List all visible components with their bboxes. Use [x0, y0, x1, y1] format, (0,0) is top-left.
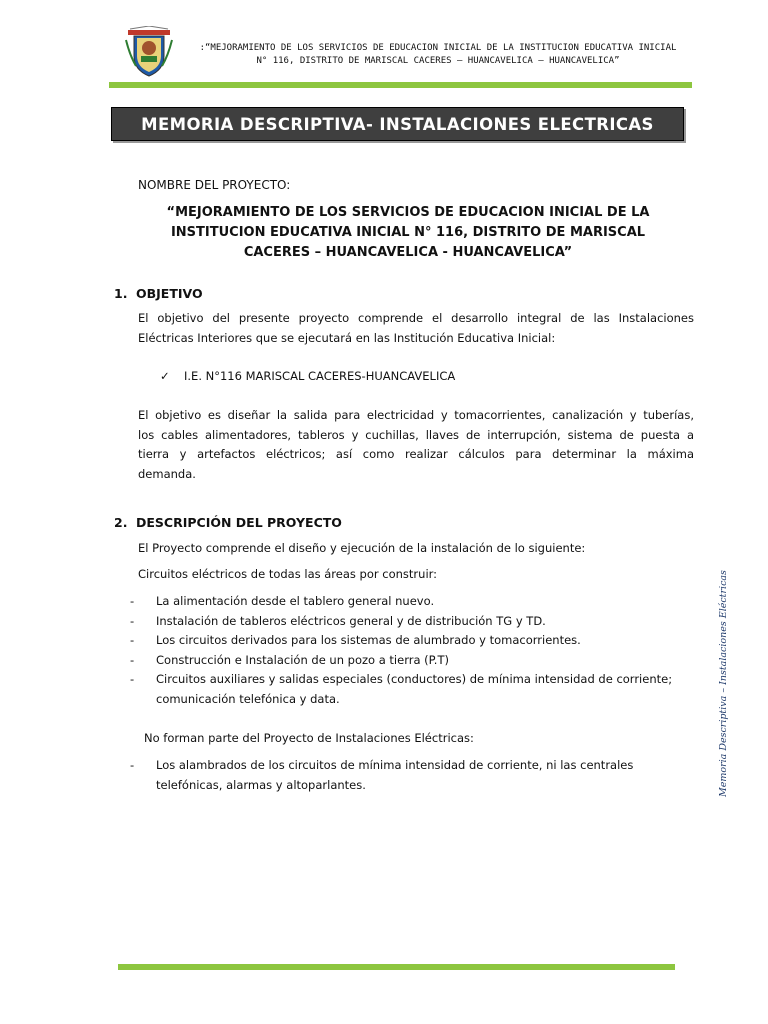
excluded-label: No forman parte del Proyecto de Instalaciones Eléctricas: — [144, 731, 474, 745]
section-1-intro — [138, 309, 694, 348]
section-1-number: 1. — [114, 286, 128, 301]
list-item-continuation: telefónicas, alarmas y altoparlantes. — [156, 777, 366, 792]
section-1-paragraph — [138, 406, 694, 484]
list-item-continuation: comunicación telefónica y data. — [156, 691, 340, 706]
section-1-paragraph-line: los cables alimentadores, tableros y cuchillas, llaves de interrupción, sistema de puesta a — [138, 427, 694, 442]
section-2-number: 2. — [114, 515, 128, 530]
list-item-text: Construcción e Instalación de un pozo a tierra (P.T) — [156, 652, 449, 667]
project-name-label: NOMBRE DEL PROYECTO: — [138, 178, 291, 192]
dash-bullet: - — [130, 613, 135, 628]
scope-list — [130, 592, 690, 709]
section-1-paragraph-line: demanda. — [138, 466, 196, 481]
project-name-line-1: “MEJORAMIENTO DE LOS SERVICIOS DE EDUCACION INICIAL DE LA — [166, 205, 650, 220]
section-2-heading — [114, 515, 342, 530]
excluded-list — [130, 756, 690, 795]
dash-bullet: - — [130, 633, 135, 647]
document-header — [178, 42, 698, 68]
section-2-intro: El Proyecto comprende el diseño y ejecución de la instalación de lo siguiente: — [138, 541, 586, 555]
section-1-paragraph-line: El objetivo es diseñar la salida para electricidad y tomacorrientes, canalización y tuberías, — [138, 408, 694, 422]
section-2-title: DESCRIPCIÓN DEL PROYECTO — [136, 515, 342, 530]
dash-bullet: - — [130, 652, 135, 667]
section-1-heading — [114, 286, 203, 301]
project-name — [138, 203, 678, 263]
list-item — [130, 670, 690, 709]
header-line-1: :“MEJORAMIENTO DE LOS SERVICIOS DE EDUCACION INICIAL DE LA INSTITUCION EDUCATIVA INICIAL — [199, 43, 677, 53]
dash-bullet: - — [130, 672, 135, 686]
project-name-line-3: CACERES – HUANCAVELICA - HUANCAVELICA” — [243, 245, 573, 260]
municipal-crest-logo — [124, 26, 174, 78]
circuits-label: Circuitos eléctricos de todas las áreas por construir: — [138, 567, 438, 581]
section-1-title: OBJETIVO — [136, 286, 203, 301]
institution-name: I.E. N°116 MARISCAL CACERES-HUANCAVELICA — [184, 369, 456, 383]
section-1-intro-line: El objetivo del presente proyecto comprende el desarrollo integral de las Instalaciones — [138, 311, 694, 325]
section-1-intro-line: Eléctricas Interiores que se ejecutará en las Institución Educativa Inicial: — [138, 330, 556, 345]
list-item — [130, 651, 690, 671]
list-item — [130, 631, 690, 651]
list-item — [130, 592, 690, 612]
side-document-label: Memoria Descriptiva – Instalaciones Eléctricas — [718, 570, 729, 797]
list-item-text: Los alambrados de los circuitos de mínima intensidad de corriente, ni las centrales — [156, 758, 634, 772]
header-divider — [109, 82, 692, 88]
dash-bullet: - — [130, 758, 135, 772]
section-1-paragraph-line: tierra y artefactos eléctricos; así como realizar cálculos para determinar la máxima — [138, 447, 694, 461]
footer-divider — [118, 964, 675, 970]
institution-checklist-item — [160, 369, 455, 383]
page-title: MEMORIA DESCRIPTIVA- INSTALACIONES ELECTRICAS — [111, 107, 684, 141]
dash-bullet: - — [130, 594, 135, 608]
list-item — [130, 612, 690, 632]
list-item — [130, 756, 690, 795]
list-item-text: La alimentación desde el tablero general nuevo. — [156, 594, 435, 608]
project-name-line-2: INSTITUCION EDUCATIVA INICIAL N° 116, DISTRITO DE MARISCAL — [170, 225, 646, 240]
list-item-text: Instalación de tableros eléctricos general y de distribución TG y TD. — [156, 613, 546, 628]
checkmark-icon: ✓ — [160, 369, 170, 383]
list-item-text: Los circuitos derivados para los sistemas de alumbrado y tomacorrientes. — [156, 633, 581, 647]
header-line-2: N° 116, DISTRITO DE MARISCAL CACERES – HUANCAVELICA – HUANCAVELICA” — [256, 56, 620, 66]
list-item-text: Circuitos auxiliares y salidas especiales (conductores) de mínima intensidad de corriente; — [156, 672, 673, 686]
